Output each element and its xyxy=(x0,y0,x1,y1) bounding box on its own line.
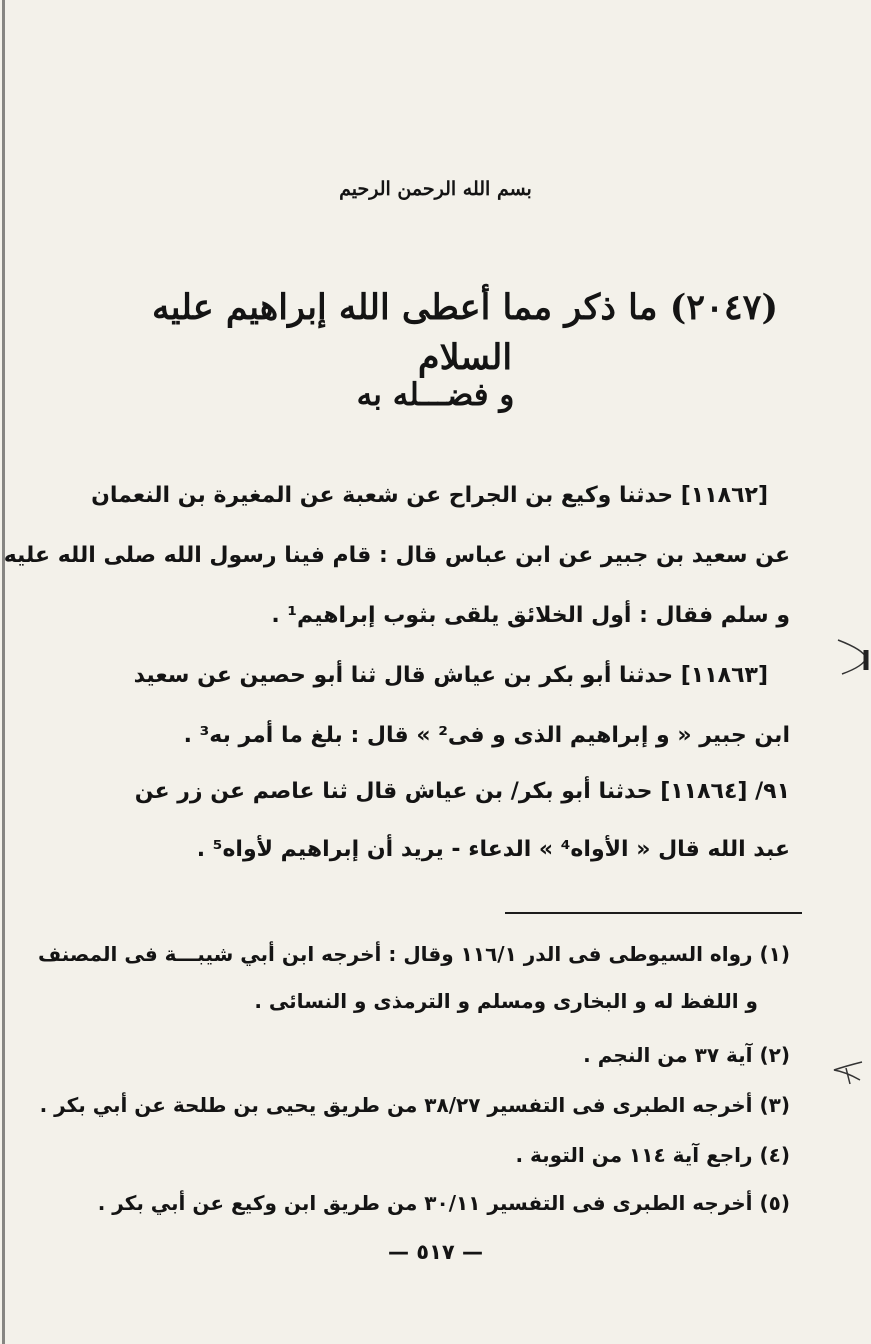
footnote-line: (٤) راجع آية ١١٤ من التوبة . xyxy=(515,1143,790,1167)
hadith-line: عبد الله قال « الأواه⁴ » الدعاء - يريد أن إبراهيم لأواه⁵ . xyxy=(196,837,790,862)
hadith-line: و سلم فقال : أول الخلائق يلقى بثوب إبراهيم¹ . xyxy=(271,603,790,628)
hadith-line: ٩١/ [١١٨٦٤] حدثنا أبو بكر/ بن عياش قال ثنا عاصم عن زر عن xyxy=(134,779,790,804)
footnote-line: (٥) أخرجه الطبرى فى التفسير ٣٠/١١ من طريق ابن وكيع عن أبي بكر . xyxy=(97,1191,790,1215)
footnote-line: (٢) آية ٣٧ من النجم . xyxy=(583,1043,790,1067)
chapter-title-continued: و فضـــله به xyxy=(356,377,515,413)
footnote-separator xyxy=(505,912,802,914)
basmala-heading: بسم الله الرحمن الرحيم xyxy=(339,178,532,200)
footnote-line: (٣) أخرجه الطبرى فى التفسير ٣٨/٢٧ من طريق يحيى بن طلحة عن أبي بكر . xyxy=(39,1093,790,1117)
footnote-line: (١) رواه السيوطى فى الدر ١١٦/١ وقال : أخرجه ابن أبي شيبـــة فى المصنف xyxy=(37,942,790,966)
chapter-title: (٢٠٤٧) ما ذكر مما أعطى الله إبراهيم عليه السلام xyxy=(151,287,779,378)
hadith-line: ابن جبير « و إبراهيم الذى و فى² » قال : بلغ ما أمر به³ . xyxy=(183,723,790,748)
footnote-line: و اللفظ له و البخارى ومسلم و الترمذى و النسائى . xyxy=(254,989,758,1013)
margin-arrow-mark xyxy=(826,1050,866,1090)
page-edge xyxy=(2,0,5,1344)
page-number: — ٥١٧ — xyxy=(387,1240,484,1264)
margin-bracket-mark xyxy=(836,630,871,680)
hadith-line: [١١٨٦٢] حدثنا وكيع بن الجراح عن شعبة عن المغيرة بن النعمان xyxy=(91,483,768,508)
hadith-line: [١١٨٦٣] حدثنا أبو بكر بن عياش قال ثنا أبو حصين عن سعيد xyxy=(133,663,768,688)
hadith-line: عن سعيد بن جبير عن ابن عباس قال : قام فينا رسول الله صلى الله عليه xyxy=(3,543,790,568)
